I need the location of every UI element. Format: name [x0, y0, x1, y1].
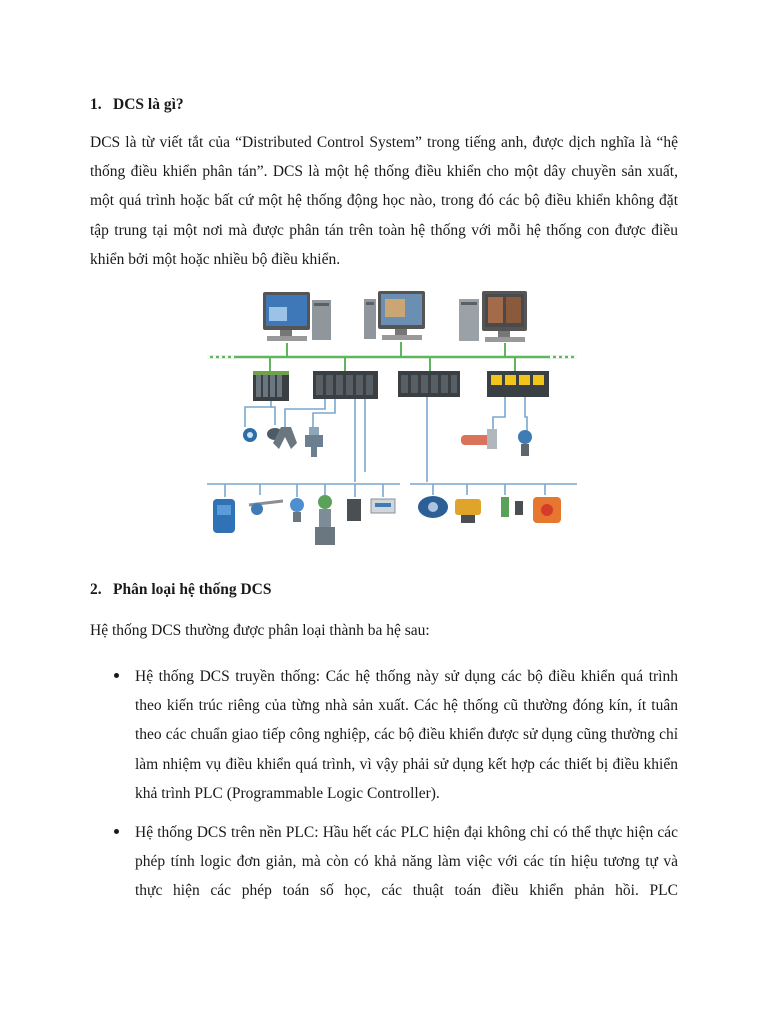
field-device-icon	[501, 497, 523, 517]
list-item	[135, 818, 678, 906]
list-item-text: Hệ thống DCS truyền thống: Các hệ thống này sử dụng các bộ điều khiển quá trình theo kiến trúc riêng của từng nhà sản xuất. Các hệ thống cũ thường đóng kín, ít tuân theo các chuẩn giao tiếp công nghiệp, các bộ điều khiển được sử dụng cũng thường chỉ làm nhiệm vụ điều khiển quá trình, vì vậy phải sử dụng kết hợp các thiết bị điều khiển khả trình PLC (Programmable Logic Controller).	[135, 668, 678, 802]
controller-rack-icon	[253, 371, 289, 401]
list-item-text: Hệ thống DCS trên nền PLC: Hầu hết các PLC hiện đại không chỉ có thể thực hiện các phép tính logic đơn giản, mà còn có khả năng làm việc với các tín hiệu tương tự và thực hiện các phép toán số học, các thuật toán điều khiển phản hồi. PLC	[135, 824, 678, 900]
field-device-icon	[249, 501, 283, 515]
field-device-icon	[347, 499, 361, 521]
section-1-title: DCS là gì?	[113, 96, 184, 113]
controller-rack-icon	[313, 371, 378, 399]
section-1-number: 1.	[90, 96, 102, 113]
section-2-title: Phân loại hệ thống DCS	[113, 581, 272, 598]
field-device-icon	[371, 499, 395, 513]
field-device-icon	[315, 495, 335, 545]
list-item	[135, 662, 678, 808]
section-2-intro: Hệ thống DCS thường được phân loại thành ba hệ sau:	[90, 622, 430, 639]
field-device-icon	[455, 499, 481, 523]
section-1-paragraph: DCS là từ viết tắt của “Distributed Control System” trong tiếng anh, được dịch nghĩa là “hệ thống điều khiển phân tán”. DCS là một hệ thống điều khiển cho một dây chuyền sản xuất, một quá trình hoặc bất cứ một hệ thống động học nào, trong đó các bộ điều khiển không đặt tập trung tại một nơi mà được phân tán trên toàn hệ thống với mỗi hệ thống con được điều khiển bởi một hoặc nhiều bộ điều khiển.	[90, 134, 678, 268]
controller-rack-icon	[487, 371, 549, 397]
field-device-icon	[290, 498, 304, 522]
controller-rack-icon	[398, 371, 460, 397]
section-2-number: 2.	[90, 581, 102, 598]
field-device-icon	[461, 429, 497, 449]
dcs-architecture-diagram	[205, 287, 580, 562]
field-device-icon	[533, 497, 561, 523]
workstation-icon	[459, 291, 527, 342]
workstation-icon	[263, 292, 331, 341]
section-2-heading	[90, 580, 271, 600]
field-device-icon	[418, 496, 448, 518]
workstation-icon	[364, 291, 425, 340]
field-device-icon	[518, 430, 532, 456]
field-device-icon	[305, 427, 323, 457]
field-device-icon	[213, 499, 235, 533]
section-1-heading	[90, 95, 184, 115]
bullet-icon	[114, 829, 119, 834]
bullet-icon	[114, 673, 119, 678]
plant-network-bus	[207, 342, 577, 371]
